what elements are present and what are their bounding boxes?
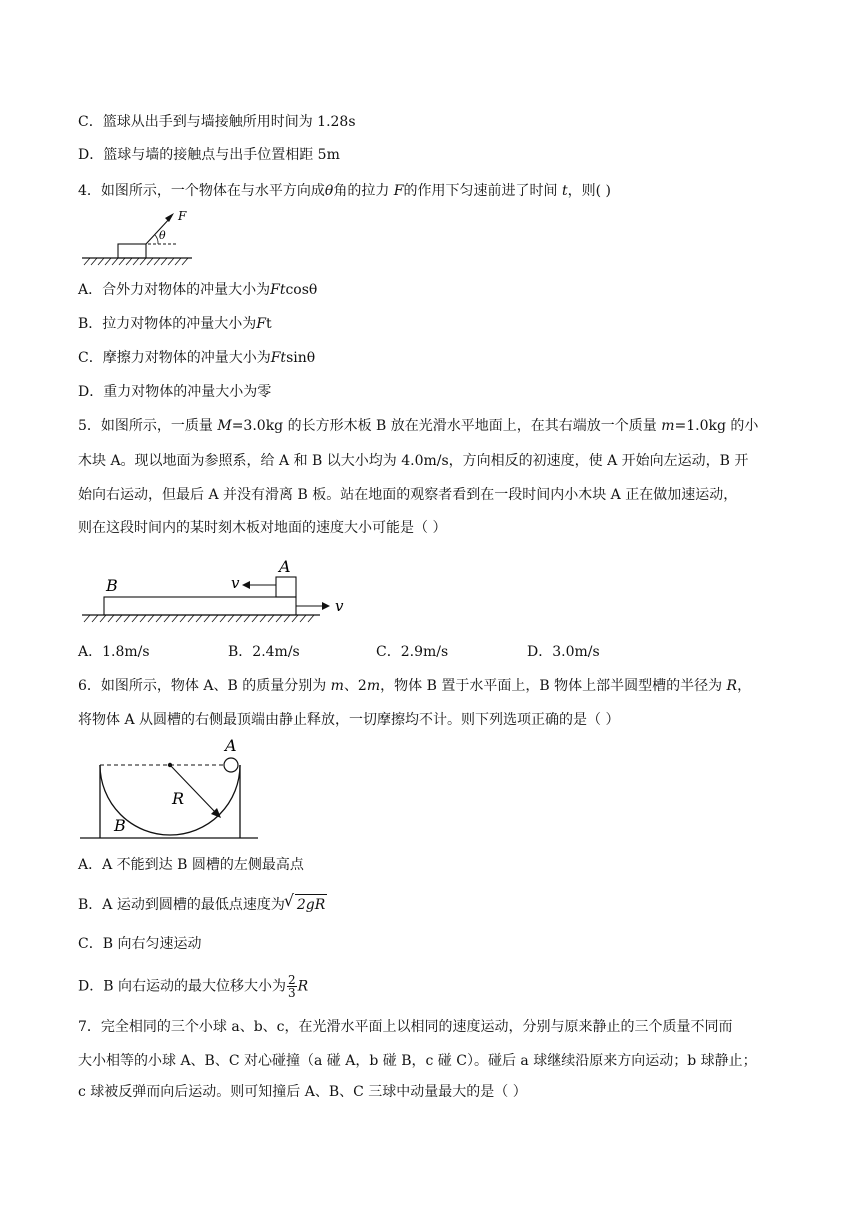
q5-board-figure (80, 553, 360, 625)
q7-stem-line-2: 大小相等的小球 A、B、C 对心碰撞（a 碰 A，b 碰 B，c 碰 C）。碰后 a 球继续沿原来方向运动；b 球静止； (78, 1053, 757, 1069)
q3-option-c: C．篮球从出手到与墙接触所用时间为 1.28s (78, 114, 356, 130)
q3-option-d: D．篮球与墙的接触点与出手位置相距 5m (78, 147, 340, 163)
sqrt-expression: √ 2gR (295, 894, 327, 915)
q7-stem-line-3: c 球被反弹而向后运动。则可知撞后 A、B、C 三球中动量最大的是（ ） (78, 1084, 527, 1100)
q5-option-d: D．3.0m/s (527, 644, 600, 660)
q5-stem-line-2: 木块 A。现以地面为参照系，给 A 和 B 以大小均为 4.0m/s，方向相反的初速度，使 A 开始向左运动，B 开 (78, 453, 749, 469)
q5-option-c: C．2.9m/s (376, 644, 449, 660)
label-b: B (106, 576, 118, 595)
q6-option-a: A．A 不能到达 B 圆槽的左侧最高点 (78, 857, 304, 873)
label-b: B (114, 816, 126, 835)
label-a: A (225, 738, 237, 755)
angle-label: θ (159, 229, 166, 242)
block-a (276, 577, 296, 597)
q6-semicircle-figure (80, 738, 260, 844)
q4-option-c: C．摩擦力对物体的冲量大小为Ftsinθ (78, 350, 316, 366)
block (118, 244, 146, 258)
q4-pulling-figure (80, 205, 200, 269)
board-b (104, 597, 296, 615)
ball-a (224, 758, 238, 772)
fraction: $\frac{2}{3}$ (287, 973, 296, 1000)
q5-stem-line-4: 则在这段时间内的某时刻木板对地面的速度大小可能是（ ） (78, 520, 447, 536)
q4-stem: 4．如图所示，一个物体在与水平方向成θ角的拉力 F的作用下匀速前进了时间 t，则( ) (78, 183, 611, 199)
q6-option-b: B．A 运动到圆槽的最低点速度为√ 2gR (78, 894, 327, 915)
velocity-label-b: v (335, 597, 344, 615)
q7-stem-line-1: 7．完全相同的三个小球 a、b、c，在光滑水平面上以相同的速度运动，分别与原来静止的三个质量不同而 (78, 1019, 733, 1035)
q5-option-a: A．1.8m/s (78, 644, 150, 660)
q5-stem-line-3: 始向右运动，但最后 A 并没有滑离 B 板。站在地面的观察者看到在一段时间内小木块 A 正在做加速运动， (78, 487, 738, 503)
label-a: A (279, 557, 291, 576)
q4-option-a: A．合外力对物体的冲量大小为Ftcosθ (78, 282, 318, 298)
q6-option-c: C．B 向右匀速运动 (78, 936, 202, 952)
force-label: F (178, 209, 187, 223)
q6-stem-line-2: 将物体 A 从圆槽的右侧最顶端由静止释放，一切摩擦均不计。则下列选项正确的是（ ） (78, 712, 620, 728)
q5-option-b: B．2.4m/s (228, 644, 300, 660)
q5-options (78, 642, 792, 662)
q6-stem-line-1: 6．如图所示，物体 A、B 的质量分别为 m、2m，物体 B 置于水平面上，B 物体上部半圆型槽的半径为 R， (78, 678, 752, 694)
q4-option-d: D．重力对物体的冲量大小为零 (78, 384, 272, 400)
q5-stem-line-1: 5．如图所示，一质量 M=3.0kg 的长方形木板 B 放在光滑水平地面上，在其右端放一个质量 m=1.0kg 的小 (78, 418, 759, 434)
q6-option-d: D．B 向右运动的最大位移大小为 $\frac{2}{3}$ R (78, 973, 309, 1000)
q4-option-b: B．拉力对物体的冲量大小为Ft (78, 316, 272, 332)
velocity-label-a: v (231, 574, 240, 592)
label-r: R (172, 789, 185, 808)
